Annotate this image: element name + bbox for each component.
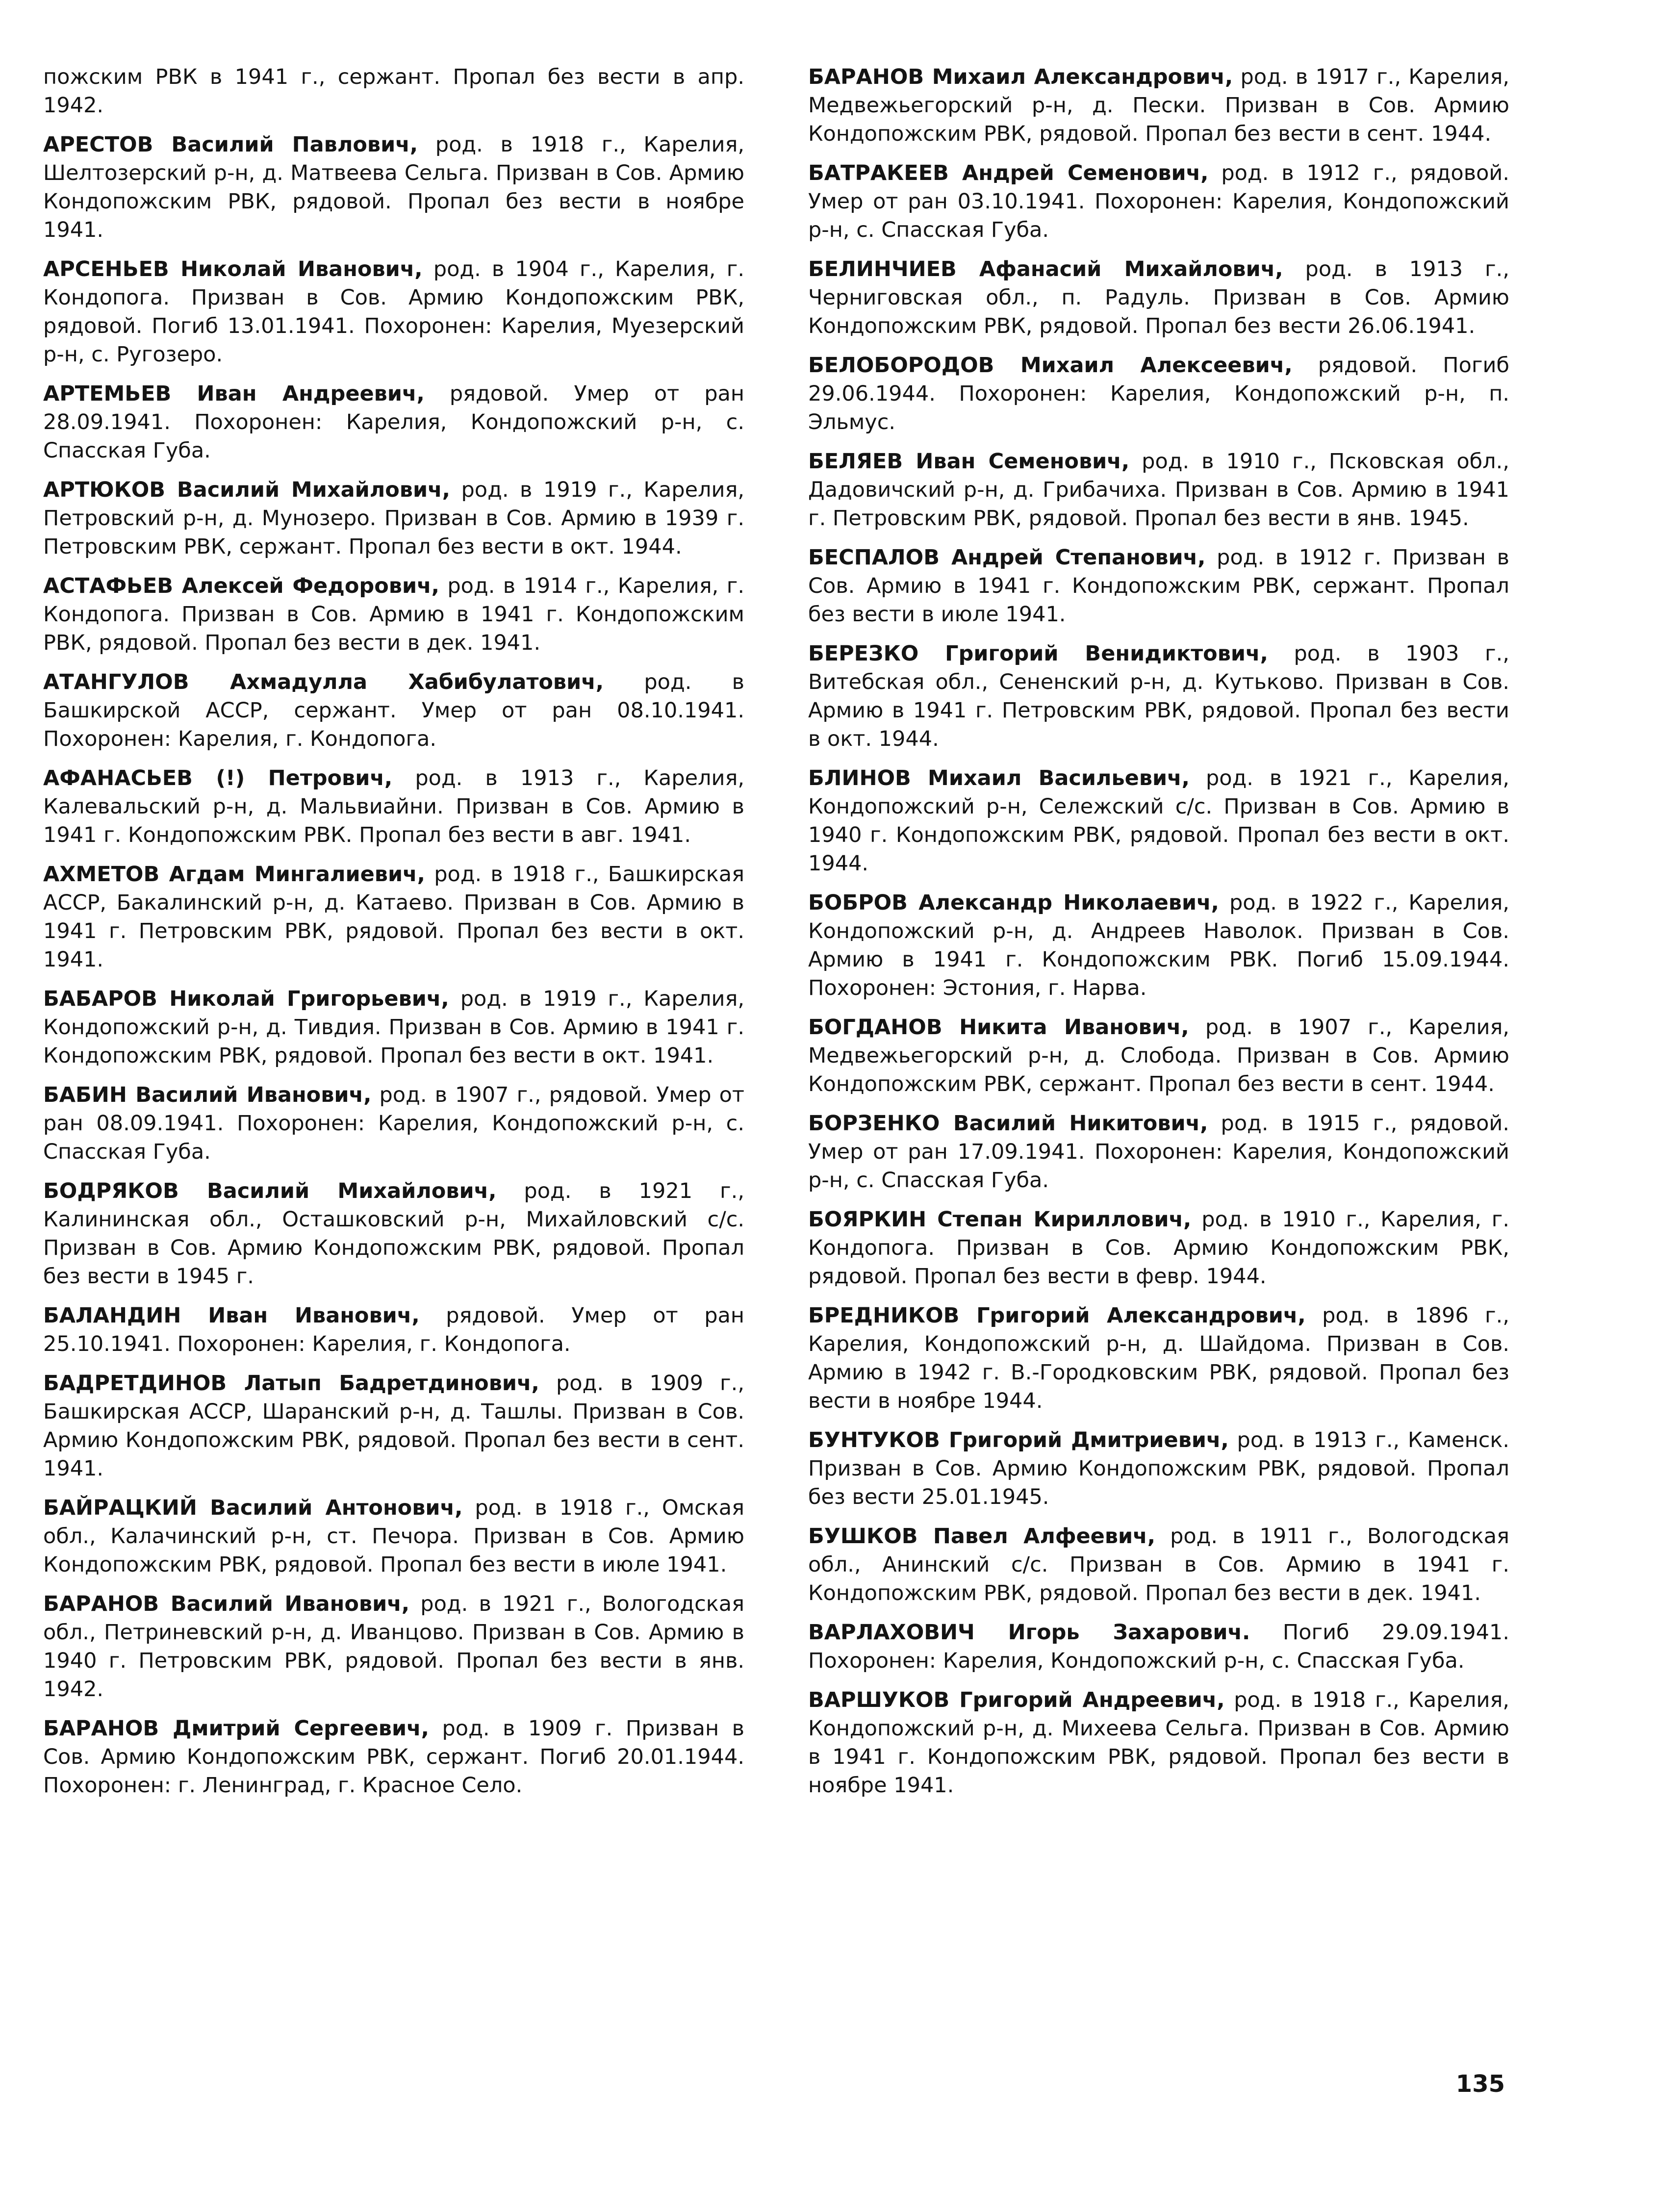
entry-text: род. в 1919 г., Карелия, Кондопожский р-н, д. Тивдия. Призван в Сов. Армию в 1941 г. Кондопожским РВК, рядовой. Пропал без вести в окт. 1941. — [43, 987, 744, 1068]
entry-name: ВАРЛАХОВИЧ Игорь Захарович. — [808, 1620, 1250, 1645]
biography-entry — [43, 668, 744, 753]
right-column — [808, 63, 1509, 1810]
entry-text: род. в 1921 г., Калининская обл., Осташковский р-н, Михайловский с/с. Призван в Сов. Армию Кондопожским РВК, рядовой. Пропал без вести в 1945 г. — [43, 1179, 744, 1289]
entry-name: ВАРШУКОВ Григорий Андреевич, — [808, 1688, 1225, 1712]
entry-name: АРТЮКОВ Василий Михайлович, — [43, 478, 450, 502]
biography-entry — [43, 1177, 744, 1291]
biography-entry — [808, 1522, 1509, 1607]
biography-entry — [43, 764, 744, 849]
biography-entry — [808, 1426, 1509, 1511]
entry-name: БОГДАНОВ Никита Иванович, — [808, 1015, 1189, 1040]
biography-entry — [43, 1494, 744, 1579]
biography-entry — [43, 380, 744, 465]
biography-entry — [808, 889, 1509, 1002]
entry-text: род. в 1909 г. Призван в Сов. Армию Кондопожским РВК, сержант. Погиб 20.01.1944. Похоронен: г. Ленинград, г. Красное Село. — [43, 1716, 744, 1798]
entry-text: род. в 1896 г., Карелия, Кондопожский р-н, д. Шайдома. Призван в Сов. Армию в 1942 г. В.-Городковским РВК, рядовой. Пропал без вести в ноябре 1944. — [808, 1303, 1509, 1413]
entry-name: БАЛАНДИН Иван Иванович, — [43, 1303, 420, 1328]
entry-text: род. в 1922 г., Карелия, Кондопожский р-н, д. Андреев Наволок. Призван в Сов. Армию в 1941 г. Кондопожским РВК. Погиб 15.09.1944. Похоронен: Эстония, г. Нарва. — [808, 890, 1510, 1000]
page-number: 135 — [1455, 2070, 1505, 2098]
entry-text: род. в 1921 г., Карелия, Кондопожский р-н, Сележский с/с. Призван в Сов. Армию в 1940 г. Кондопожским РВК, рядовой. Пропал без вести в окт. 1944. — [808, 766, 1510, 876]
entry-name: БАРАНОВ Михаил Александрович, — [808, 65, 1233, 89]
biography-entry — [808, 159, 1509, 244]
biography-entry — [808, 351, 1509, 436]
entry-name: БЕСПАЛОВ Андрей Степанович, — [808, 545, 1206, 570]
biography-entry — [43, 1301, 744, 1358]
entry-text: род. в 1909 г., Башкирская АССР, Шаранский р-н, д. Ташлы. Призван в Сов. Армию Кондопожским РВК, рядовой. Пропал без вести в сент. 1941. — [43, 1371, 744, 1481]
entry-name: БОБРОВ Александр Николаевич, — [808, 890, 1219, 915]
biography-entry — [43, 1369, 744, 1483]
entry-text: Погиб 29.09.1941. Похоронен: Карелия, Кондопожский р-н, с. Спасская Губа. — [808, 1620, 1509, 1673]
entry-text: род. в 1914 г., Карелия, г. Кондопога. Призван в Сов. Армию в 1941 г. Кондопожским РВК, рядовой. Пропал без вести в дек. 1941. — [43, 574, 744, 655]
biography-entry — [808, 639, 1509, 753]
entry-name: БУШКОВ Павел Алфеевич, — [808, 1524, 1156, 1549]
biography-entry — [43, 63, 744, 120]
entry-name: БАДРЕТДИНОВ Латып Бадретдинович, — [43, 1371, 539, 1396]
entry-name: БЕЛЯЕВ Иван Семенович, — [808, 449, 1130, 474]
biography-entry — [808, 1301, 1509, 1415]
entry-text: рядовой. Погиб 29.06.1944. Похоронен: Карелия, Кондопожский р-н, п. Эльмус. — [808, 353, 1509, 434]
entry-name: БОДРЯКОВ Василий Михайлович, — [43, 1179, 497, 1203]
biography-entry — [43, 985, 744, 1070]
entry-name: АРСЕНЬЕВ Николай Иванович, — [43, 257, 423, 281]
entry-text: род. в 1918 г., Омская обл., Калачинский р-н, ст. Печора. Призван в Сов. Армию Кондопожским РВК, рядовой. Пропал без вести в июле 1941. — [43, 1496, 744, 1577]
entry-name: БАРАНОВ Дмитрий Сергеевич, — [43, 1716, 429, 1741]
biography-entry — [808, 63, 1509, 148]
entry-text: род. в 1915 г., рядовой. Умер от ран 17.09.1941. Похоронен: Карелия, Кондопожский р-н, с. Спасская Губа. — [808, 1111, 1510, 1193]
entry-text: род. в 1913 г., Каменск. Призван в Сов. Армию Кондопожским РВК, рядовой. Пропал без вести 25.01.1945. — [808, 1428, 1510, 1509]
entry-name: БАБАРОВ Николай Григорьевич, — [43, 987, 449, 1011]
biography-entry — [43, 1081, 744, 1166]
entry-text: род. в 1918 г., Карелия, Шелтозерский р-н, д. Матвеева Сельга. Призван в Сов. Армию Кондопожским РВК, рядовой. Пропал без вести в ноябре 1941. — [43, 132, 745, 242]
entry-name: БАРАНОВ Василий Иванович, — [43, 1592, 410, 1616]
entry-name: БЕРЕЗКО Григорий Венидиктович, — [808, 641, 1268, 666]
biography-entry — [808, 1013, 1509, 1098]
entry-text: род. в 1904 г., Карелия, г. Кондопога. Призван в Сов. Армию Кондопожским РВК, рядовой. Погиб 13.01.1941. Похоронен: Карелия, Муезерский р-н, с. Ругозеро. — [43, 257, 744, 367]
entry-text: род. в 1907 г., рядовой. Умер от ран 08.09.1941. Похоронен: Карелия, Кондопожский р-н, с. Спасская Губа. — [43, 1083, 744, 1164]
entry-name: БРЕДНИКОВ Григорий Александрович, — [808, 1303, 1306, 1328]
entry-name: БУНТУКОВ Григорий Дмитриевич, — [808, 1428, 1229, 1452]
biography-entry — [808, 447, 1509, 533]
biography-entry — [43, 1590, 744, 1703]
biography-entry — [808, 1205, 1509, 1291]
entry-name: БОРЗЕНКО Василий Никитович, — [808, 1111, 1208, 1136]
entry-text: род. в 1910 г., Псковская обл., Дадовичский р-н, д. Грибачиха. Призван в Сов. Армию в 1941 г. Петровским РВК, рядовой. Пропал без вести в янв. 1945. — [808, 449, 1509, 531]
entry-name: АФАНАСЬЕВ (!) Петрович, — [43, 766, 393, 790]
entry-text: род. в 1907 г., Карелия, Медвежьегорский р-н, д. Слобода. Призван в Сов. Армию Кондопожским РВК, сержант. Пропал без вести в сент. 1944. — [808, 1015, 1510, 1096]
entry-text: род. в 1921 г., Вологодская обл., Петриневский р-н, д. Иванцово. Призван в Сов. Армию в 1940 г. Петровским РВК, рядовой. Пропал без вести в янв. 1942. — [43, 1592, 744, 1702]
entry-text: род. в 1912 г. Призван в Сов. Армию в 1941 г. Кондопожским РВК, сержант. Пропал без вести в июле 1941. — [808, 545, 1509, 627]
entry-name: БАТРАКЕЕВ Андрей Семенович, — [808, 161, 1209, 185]
entry-name: АТАНГУЛОВ Ахмадулла Хабибулатович, — [43, 670, 604, 694]
biography-entry — [808, 1109, 1509, 1195]
entry-text: род. в 1919 г., Карелия, Петровский р-н, д. Мунозеро. Призван в Сов. Армию в 1939 г. Петровским РВК, сержант. Пропал без вести в окт. 1944. — [43, 478, 744, 559]
entry-name: АРЕСТОВ Василий Павлович, — [43, 132, 418, 157]
entry-text: рядовой. Умер от ран 28.09.1941. Похоронен: Карелия, Кондопожский р-н, с. Спасская Губа. — [43, 381, 744, 463]
biography-entry — [43, 1714, 744, 1800]
entry-name: БЕЛОБОРОДОВ Михаил Алексеевич, — [808, 353, 1293, 378]
biography-entry — [43, 130, 744, 244]
entry-text: рядовой. Умер от ран 25.10.1941. Похоронен: Карелия, г. Кондопога. — [43, 1303, 744, 1356]
entry-name: БЕЛИНЧИЕВ Афанасий Михайлович, — [808, 257, 1283, 281]
biography-entry — [43, 476, 744, 561]
entry-name: АРТЕМЬЕВ Иван Андреевич, — [43, 381, 425, 406]
entry-text: род. в 1903 г., Витебская обл., Сененский р-н, д. Кутьково. Призван в Сов. Армию в 1941 г. Петровским РВК, рядовой. Пропал без вести в окт. 1944. — [808, 641, 1509, 751]
entry-name: БЛИНОВ Михаил Васильевич, — [808, 766, 1190, 790]
entry-name: АХМЕТОВ Агдам Мингалиевич, — [43, 862, 426, 887]
entry-text: род. в 1913 г., Черниговская обл., п. Радуль. Призван в Сов. Армию Кондопожским РВК, рядовой. Пропал без вести 26.06.1941. — [808, 257, 1509, 338]
entry-text: род. в 1918 г., Карелия, Кондопожский р-н, д. Михеева Сельга. Призван в Сов. Армию в 1941 г. Кондопожским РВК, рядовой. Пропал без вести в ноябре 1941. — [808, 1688, 1510, 1798]
entry-text: род. в Башкирской АССР, сержант. Умер от ран 08.10.1941. Похоронен: Карелия, г. Кондопога. — [43, 670, 744, 751]
biography-entry — [43, 255, 744, 369]
biography-entry — [808, 1686, 1509, 1800]
biography-entry — [808, 543, 1509, 629]
entry-name: БАБИН Василий Иванович, — [43, 1083, 372, 1107]
entry-name: БОЯРКИН Степан Кириллович, — [808, 1207, 1192, 1232]
entry-name: АСТАФЬЕВ Алексей Федорович, — [43, 574, 439, 598]
biography-entry — [808, 1618, 1509, 1675]
entry-text: род. в 1918 г., Башкирская АССР, Бакалинский р-н, д. Катаево. Призван в Сов. Армию в 1941 г. Петровским РВК, рядовой. Пропал без вести в окт. 1941. — [43, 862, 744, 972]
entry-text: род. в 1913 г., Карелия, Калевальский р-н, д. Мальвиайни. Призван в Сов. Армию в 1941 г. Кондопожским РВК. Пропал без вести в авг. 1941. — [43, 766, 744, 847]
entry-text: род. в 1912 г., рядовой. Умер от ран 03.10.1941. Похоронен: Карелия, Кондопожский р-н, с. Спасская Губа. — [808, 161, 1509, 242]
left-column — [43, 63, 744, 1810]
entry-text: род. в 1917 г., Карелия, Медвежьегорский р-н, д. Пески. Призван в Сов. Армию Кондопожским РВК, рядовой. Пропал без вести в сент. 1944. — [808, 65, 1509, 146]
entry-text: род. в 1910 г., Карелия, г. Кондопога. Призван в Сов. Армию Кондопожским РВК, рядовой. Пропал без вести в февр. 1944. — [808, 1207, 1509, 1289]
biography-entry — [808, 764, 1509, 878]
entry-text: пожским РВК в 1941 г., сержант. Пропал без вести в апр. 1942. — [43, 65, 744, 118]
entry-name: БАЙРАЦКИЙ Василий Антонович, — [43, 1496, 463, 1520]
entry-text: род. в 1911 г., Вологодская обл., Анинский с/с. Призван в Сов. Армию в 1941 г. Кондопожским РВК, рядовой. Пропал без вести в дек. 1941. — [808, 1524, 1509, 1605]
biography-entry — [808, 255, 1509, 340]
biography-entry — [43, 860, 744, 974]
biography-entry — [43, 572, 744, 657]
